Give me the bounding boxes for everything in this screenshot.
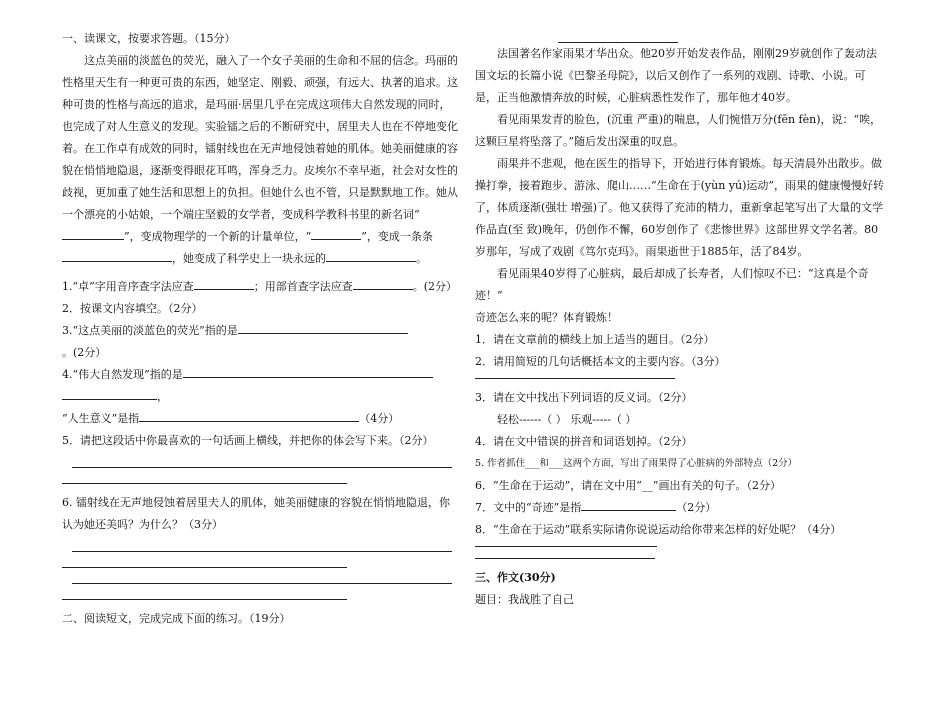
answer-blank[interactable] <box>183 365 433 378</box>
passage-2-para-5: 奇迹怎么来的呢？体育锻炼！ <box>475 311 618 324</box>
blank[interactable] <box>311 227 361 240</box>
answer-line[interactable] <box>72 550 452 552</box>
answer-blank[interactable] <box>62 387 157 400</box>
answer-line[interactable] <box>475 377 675 379</box>
passage-2-para-2: 看见雨果发青的脸色，(沉重 严重)的喘息，人们惋惜万分(fēn fèn)，说：“唉，这颗巨星将坠落了。”随后发出深重的叹息。 <box>475 113 882 148</box>
question-2: 2．按课文内容填空。（2分） <box>62 302 203 315</box>
passage-2-para-4: 看见雨果40岁得了心脏病，最后却成了长寿者，人们惊叹不已：“这真是个奇迹！” <box>475 267 869 302</box>
answer-line[interactable] <box>475 545 657 547</box>
passage-2-para-1: 法国著名作家雨果才华出众。他20岁开始发表作品，刚刚29岁就创作了轰动法国文坛的长篇小说《巴黎圣母院》，以后又创作了一系列的戏剧、诗歌、小说。可是，正当他激情奔放的时候，心脏病悉性发作了，那年他才40岁。 <box>475 47 877 104</box>
blank[interactable] <box>62 249 172 262</box>
question-4-line2: ， <box>62 386 460 408</box>
left-column <box>62 28 460 630</box>
answer-blank[interactable] <box>581 498 676 511</box>
answer-blank[interactable] <box>139 409 359 422</box>
passage-2-para-3: 雨果并不悲观，他在医生的指导下，开始进行体育锻炼。每天清晨外出散步。做操打拳，接着跑步、游泳、爬山……“生命在于(yùn yú)运动”，雨果的健康慢慢好转了，体质逐渐(强壮 增强)了。他又获得了充沛的精力，重新拿起笔写出了大量的文学作品直(至 致)晚年，仍创作不懈，60岁创作了《悲惨世界》这部世界文学名著。80岁那年，写成了戏剧《笃尔克玛》。雨果逝世于1885年，活了84岁。 <box>475 157 885 258</box>
question-r1: 1．请在文章前的横线上加上适当的题目。（2分） <box>475 333 715 346</box>
answer-blank[interactable] <box>194 277 254 290</box>
question-r4: 4．请在文中错误的拼音和词语划掉。（2分） <box>475 435 693 448</box>
section-3-title: 三、作文(30分) <box>475 571 556 584</box>
question-r3: 3．请在文中找出下列词语的反义词。（2分） <box>475 391 693 404</box>
question-5: 5．请把这段话中你最喜欢的一句话画上横线，并把你的体会写下来。（2分） <box>62 434 434 447</box>
question-r6: 6．“生命在于运动”，请在文中用“__”画出有关的句子。（2分） <box>475 479 781 492</box>
answer-line[interactable] <box>72 582 452 584</box>
answer-blank[interactable] <box>238 321 408 334</box>
question-6: 6. 镭射线在无声地侵蚀着居里夫人的肌体，她美丽健康的容貌在悄悄地隐退，你认为她还美吗？为什么？（3分） <box>62 496 450 531</box>
section-2-title: 二、阅读短文，完成完成下面的练习。（19分） <box>62 612 291 625</box>
answer-line[interactable] <box>62 482 347 484</box>
question-r3-items: 轻松------（ ） 乐观-----（ ） <box>497 413 637 426</box>
answer-line[interactable] <box>475 557 655 559</box>
passage-1: 这点美丽的淡蓝色的荧光，融入了一个女子美丽的生命和不屈的信念。玛丽的性格里天生有一种更可贵的东西，她坚定、刚毅、顽强，有远大、执著的追求。这种可贵的性格与高远的追求，是玛丽·居里几乎在完成这项伟大自然发现的同时，也完成了对人生意义的发现。实验镭之后的不断研究中，居里夫人也在不停地变化着。在工作卓有成效的同时，镭射线也在无声地侵蚀着她的肌体。她美丽健康的容貌在悄悄地隐退，逐渐变得眼花耳鸣，浑身乏力。皮埃尔不幸早逝，社会对女性的歧视，更加重了她生活和思想上的负担。但她什么也不管，只是默默地工作。她从一个漂亮的小姑娘，一个端庄坚毅的女学者，变成科学教科书里的新名词“”，变成物理学的一个新的计量单位，“ ”，变成一条条，她变成了科学史上一块永远的 。 <box>62 54 458 265</box>
question-4-line3: “人生意义”是指 （4分） <box>62 408 460 430</box>
section-1-title: 一、读课文，按要求答题。（15分） <box>62 32 236 45</box>
question-r2: 2．请用简短的几句话概括本文的主要内容。（3分） <box>475 355 726 368</box>
answer-line[interactable] <box>62 566 347 568</box>
question-4: 4.“伟大自然发现”指的是 <box>62 364 460 386</box>
essay-topic: 题目：我战胜了自己 <box>475 593 574 606</box>
blank[interactable] <box>326 249 416 262</box>
answer-line[interactable] <box>72 466 452 468</box>
question-r7: 7．文中的“奇迹”是指 （2分） <box>475 497 887 519</box>
blank[interactable] <box>62 227 124 240</box>
question-r8: 8．“生命在于运动”联系实际请你说说运动给你带来怎样的好处呢？（4分） <box>475 523 842 536</box>
answer-line[interactable] <box>62 598 347 600</box>
question-3: 3.“这点美丽的淡蓝色的荧光”指的是 <box>62 320 460 342</box>
right-column <box>475 28 887 611</box>
answer-blank[interactable] <box>353 277 413 290</box>
question-r5: 5. 作者抓住___和___这两个方面，写出了雨果得了心脏病的外部特点（2分） <box>475 458 798 469</box>
question-3-score: 。(2分） <box>62 346 107 359</box>
title-blank[interactable] <box>558 28 678 43</box>
question-1: 1.“卓”字用音序查字法应查 ；用部首查字法应查 。(2分） <box>62 276 460 298</box>
